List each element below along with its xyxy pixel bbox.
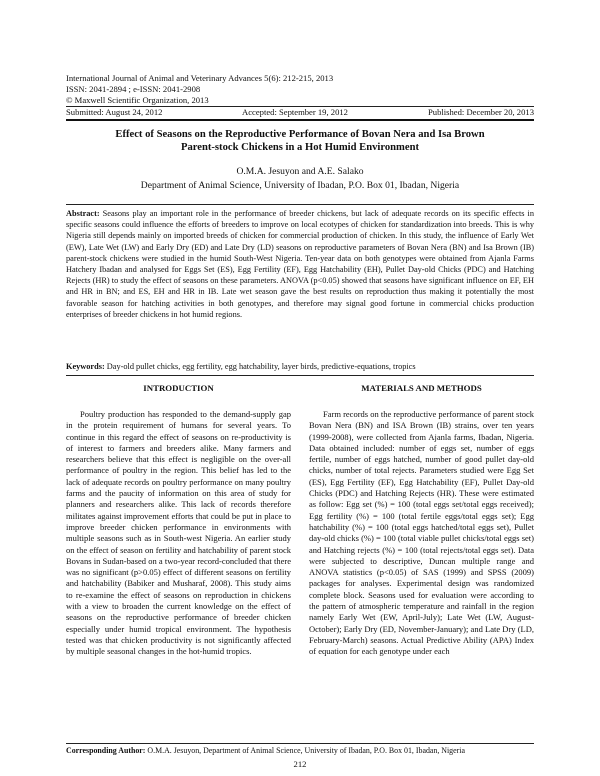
methods-heading: MATERIALS AND METHODS bbox=[361, 383, 482, 393]
footer-rule bbox=[66, 743, 534, 744]
introduction-paragraph: Poultry production has responded to the demand-supply gap in the protein requirement of humans for several years. To continue in this regard the effect of seasons on re-productivity is of interest to farmers and breeders alike. Many farmers and researchers believe that this effect is negligible on the over-all performance of poultry in the region. This belief has led to the lack of adequate records on poultry performance on many poultry farms and the paucity of information on this area of study for planners and researchers alike. This lack of records therefore militates against improvement efforts that could be put in place to improve breeder chicken performance in environments with multiple seasons such as in South-west Nigeria. An earlier study on the effect of season on fertility and hatchability of parent stock Bovans in Sudan-based on a two-year record-concluded that there was no significant (p>0.05) effect of different seasons on fertility and hatchability (Babiker and Musharaf, 2008). This study aims to re-examine the effect of seasons on reproduction in chickens with a view to broaden the current knowledge on the effect of seasons on the reproductive performance of breeder chicken especially under humid tropical environment. The hypothesis tested was that chicken productivity is not significantly affected by multiple seasonal changes in the hot-humid tropics. bbox=[66, 409, 291, 657]
header-bottom-rule bbox=[66, 119, 534, 121]
abstract-label: Abstract: bbox=[66, 209, 100, 218]
page-number: 212 bbox=[293, 759, 307, 769]
accepted-date: Accepted: September 19, 2012 bbox=[242, 107, 348, 117]
introduction-section bbox=[66, 383, 291, 658]
methods-body bbox=[309, 409, 534, 658]
corresponding-author-label: Corresponding Author: bbox=[66, 746, 146, 755]
paper-title-line-2: Parent-stock Chickens in a Hot Humid Environment bbox=[181, 142, 419, 153]
keywords-bottom-rule bbox=[66, 375, 534, 376]
journal-citation: International Journal of Animal and Veterinary Advances 5(6): 212-215, 2013 bbox=[66, 73, 334, 83]
copyright-line: © Maxwell Scientific Organization, 2013 bbox=[66, 95, 209, 105]
keywords-label: Keywords: bbox=[66, 362, 105, 371]
introduction-body bbox=[66, 409, 291, 658]
submitted-date: Submitted: August 24, 2012 bbox=[66, 107, 163, 117]
authors: O.M.A. Jesuyon and A.E. Salako bbox=[236, 166, 364, 177]
keywords-text: Day-old pullet chicks, egg fertility, egg hatchability, layer birds, predictive-equations, tropics bbox=[106, 362, 416, 371]
corresponding-author-text: O.M.A. Jesuyon, Department of Animal Science, University of Ibadan, P.O. Box 01, Ibadan, Nigeria bbox=[147, 746, 465, 755]
methods-section bbox=[309, 383, 534, 658]
keywords bbox=[66, 361, 534, 372]
paper-title-line-1: Effect of Seasons on the Reproductive Performance of Bovan Nera and Isa Brown bbox=[115, 129, 485, 140]
introduction-heading: INTRODUCTION bbox=[143, 383, 214, 393]
methods-paragraph: Farm records on the reproductive performance of parent stock Bovan Nera (BN) and ISA Brown (IB) strains, over ten years (1999-2008), were collected from Ajanla farms, Ibadan, Nigeria. Data obtained included: number of eggs set, number of eggs fertile, number of eggs hatched, number of good pullet day-old chicks, number of total rejects. Parameters studied were Egg Set (ES), Egg Fertility (EF), Egg Hatchability (EF), Pullet Day-old Chicks (PDC) and Hatching Rejects (HR). These were estimated as follow: Egg set (%) = 100 (total eggs set/total eggs received); Egg fertility (%) = 100 (total fertile eggs/total eggs set); Egg hatchability (%) = 100 (total eggs hatched/total eggs set), Pullet day-old chicks (%) = 100 (total viable pullet chicks/total eggs set) and Hatching rejects (%) = 100 (total rejects/total eggs set). Data were subjected to descriptive, Duncan multiple range and ANOVA statistics (p<0.05) of SAS (1999) and SPSS (2009) packages for analyses. Experimental design was randomized complete block. Seasons used for evaluation were according to the pattern of atmospheric temperature and rainfall in the region namely Early Wet (EW, April-July); Late Wet (LW, August-October); Early Dry (ED, November-January); and Late Dry (LD, February-March) seasons. Actual Predictive Ability (APA) Index of equation for each genotype under each bbox=[309, 409, 534, 657]
published-date: Published: December 20, 2013 bbox=[428, 107, 534, 117]
abstract-top-rule bbox=[66, 204, 534, 205]
affiliation: Department of Animal Science, University of Ibadan, P.O. Box 01, Ibadan, Nigeria bbox=[140, 180, 460, 191]
abstract bbox=[66, 208, 534, 320]
corresponding-author bbox=[66, 746, 534, 756]
issn-line: ISSN: 2041-2894 ; e-ISSN: 2041-2908 bbox=[66, 84, 201, 94]
abstract-text: Seasons play an important role in the performance of breeder chickens, but lack of adequate records on its specific effects in specific seasons could influence the efforts of breeders to improve on local ecotypes of chicken for standardization into breeds. This is why Nigeria still depends mainly on imported breeds of chicken for commercial production of chicken. In this study, the influence of Early Wet (EW), Late Wet (LW) and Early Dry (ED) and Late Dry (LD) seasons on reproductive parameters of Bovan Nera (BN) and Isa Brown (IB) parent-stock chickens were studied in the humid South-West Nigeria. Ten-year data on both genotypes were obtained from Ajanla Farms Hatchery Ibadan and analysed for Eggs Set (ES), Egg Fertility (EF), Egg Hatchability (EH), Pullet Day-old Chicks (PDC) and Hatching Rejects (HR) to study the effect of seasons on these parameters. ANOVA (p<0.05) showed that seasons have significant influence on EF, EH and HR in BN; and ES, EH and HR in IB. Late wet season gave the best results on reproduction thus making it potentially the most favorable season for hatching activities in both genotypes, and therefore may signal good fortune in commercial chicks production enterprises of breeder chickens in hot humid regions. bbox=[66, 209, 534, 319]
